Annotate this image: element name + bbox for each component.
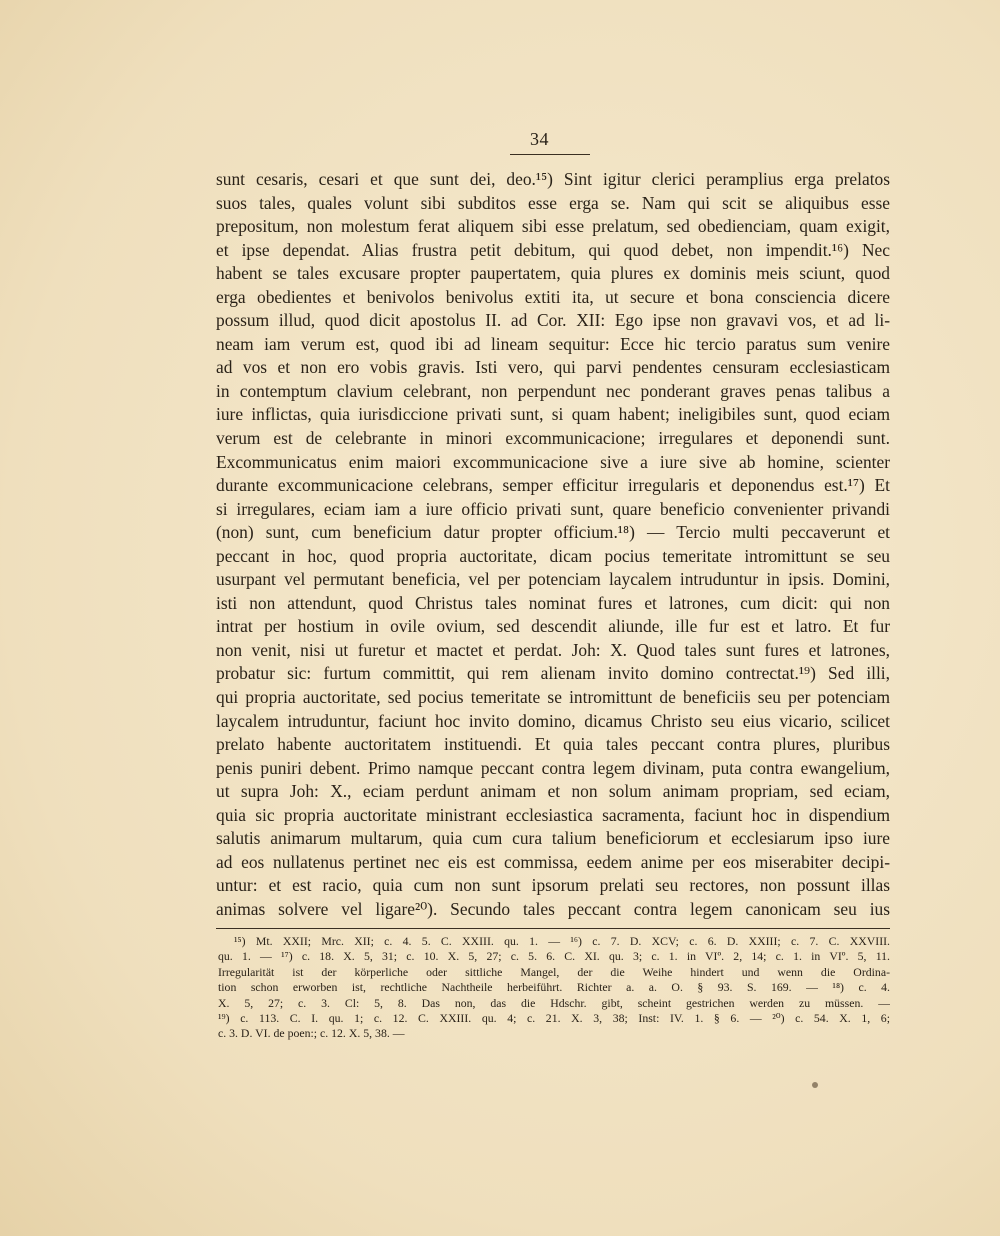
body-line: laycalem intruduntur, faciunt hoc invito domino, dicamus Christo seu eius vicario, scilicet	[216, 710, 890, 731]
body-line: possum illud, quod dicit apostolus II. ad Cor. XII: Ego ipse non gravavi vos, et ad li-	[216, 310, 890, 331]
body-line: salutis animarum multarum, quia cum cura talium beneficiorum et ecclesiarum ipso iure	[216, 828, 890, 849]
body-line: verum est de celebrante in minori excommunicacione; irregulares et deponendi sunt.	[216, 428, 890, 449]
body-line: habent se tales excusare propter paupertatem, quia plures ex dominis meis sciunt, quod	[216, 263, 890, 284]
body-line: iure inflictas, quia iurisdiccione privati sunt, si quam habent; ineligibiles sunt, quod eciam	[216, 404, 890, 425]
body-line: ut supra Joh: X., eciam perdunt animam et non solum animam propriam, sed eciam,	[216, 781, 890, 802]
body-line: isti non attendunt, quod Christus tales nominat fures et latrones, cum dicit: qui non	[216, 592, 890, 613]
body-line: untur: et est racio, quia cum non sunt ipsorum prelati seu rectores, non possunt illas	[216, 875, 890, 896]
body-line: intrat per hostium in ovile ovium, sed descendit aliunde, ille fur est et latro. Et fur	[216, 616, 890, 637]
paper-speck	[812, 1082, 818, 1088]
body-line: usurpant vel permutant beneficia, vel per potenciam laycalem intruduntur in ipsis. Domini,	[216, 569, 890, 590]
footnotes	[218, 934, 890, 1042]
body-line: prelato habente auctoritatem instituendi. Et quia tales peccant contra plures, pluribus	[216, 734, 890, 755]
body-line: suos tales, quales volunt sibi subditos esse erga se. Nam qui scit se aliquibus esse	[216, 192, 890, 213]
footnote-rule	[216, 928, 890, 929]
body-line: durante excommunicacione celebrans, semper efficitur irregularis et deponendus est.¹⁷) Et	[216, 475, 890, 496]
body-line: penis puniri debent. Primo namque peccant contra legem divinam, puta contra ewangelium,	[216, 757, 890, 778]
body-line: in contemptum clavium celebrant, non perpendunt nec ponderant graves penas talibus a	[216, 380, 890, 401]
footnote-line: c. 3. D. VI. de poen:; c. 12. X. 5, 38. —	[218, 1026, 405, 1041]
body-line: sunt cesaris, cesari et que sunt dei, deo.¹⁵) Sint igitur clerici peramplius erga prelatos	[216, 169, 890, 189]
body-line: ad vos et non ero vobis gravis. Isti vero, qui parvi pendentes censuram ecclesiasticam	[216, 357, 890, 378]
body-line: probatur sic: furtum committit, qui rem alienam invito domino contrectat.¹⁹) Sed illi,	[216, 663, 890, 684]
body-line: qui propria auctoritate, sed pocius temeritate se intromittunt de beneficiis seu per potenciam	[216, 687, 890, 708]
body-line: quia sic propria auctoritate ministrant ecclesiastica sacramenta, faciunt hoc in dispendium	[216, 804, 890, 825]
footnote-line: X. 5, 27; c. 3. Cl: 5, 8. Das non, das die Hdschr. gibt, scheint gestrichen werden zu müssen. —	[218, 995, 890, 1010]
body-line: ad eos nullatenus pertinet nec eis est commissa, eedem anime per eos miserabiter decipi-	[216, 851, 890, 872]
footnote-line: tion schon erworben ist, rechtliche Nachtheile herbeiführt. Richter a. a. O. § 93. S. 169. — ¹⁸) c. 4.	[218, 980, 890, 995]
body-text	[216, 168, 890, 922]
footnote-line: Irregularität ist der körperliche oder sittliche Mangel, der die Weihe hindert und wenn die Ordina-	[218, 964, 890, 979]
body-line: et ipse dependat. Alias frustra petit debitum, qui quod debet, non impendit.¹⁶) Nec	[216, 239, 890, 260]
body-line: animas solvere vel ligare²⁰). Secundo tales peccant contra legem canonicam seu ius	[216, 898, 890, 919]
page-number: 34	[530, 129, 549, 149]
footnote-line: qu. 1. — ¹⁷) c. 18. X. 5, 31; c. 10. X. 5, 27; c. 5. 6. C. XI. qu. 3; c. 1. in VIº. 2, 14; c. 1. in VIº. 5, 11.	[218, 949, 890, 964]
body-line: prepositum, non molestum ferat aliquem sibi esse prelatum, sed obedienciam, quam exigit,	[216, 216, 890, 237]
body-line: peccant in hoc, quod propria auctoritate, dicam pocius temeritate intromittunt se seu	[216, 545, 890, 566]
body-line: neam iam verum est, quod ibi ad lineam sequitur: Ecce hic tercio paratus sum venire	[216, 333, 890, 354]
body-line: Excommunicatus enim maiori excommunicacione sive a iure sive ab homine, scienter	[216, 451, 890, 472]
header-rule	[510, 154, 590, 155]
footnote-line: ¹⁵) Mt. XXII; Mrc. XII; c. 4. 5. C. XXIII. qu. 1. — ¹⁶) c. 7. D. XCV; c. 6. D. XXIII; c. 7. C. XXVIII.	[234, 934, 890, 948]
body-line: (non) sunt, cum beneficium datur propter officium.¹⁸) — Tercio multi peccaverunt et	[216, 522, 890, 543]
footnote-line: ¹⁹) c. 113. C. I. qu. 1; c. 12. C. XXIII. qu. 4; c. 21. X. 3, 38; Inst: IV. 1. § 6. — ²⁰) c. 54. X. 1, 6;	[218, 1010, 890, 1025]
body-line: si irregulares, eciam iam a iure officio privati sunt, quare beneficio convenienter privandi	[216, 498, 890, 519]
body-line: erga obedientes et benivolos benivolus extiti ita, ut secure et bona consciencia dicere	[216, 286, 890, 307]
body-line: non venit, nisi ut furetur et mactet et perdat. Joh: X. Quod tales sunt fures et latrones,	[216, 639, 890, 660]
